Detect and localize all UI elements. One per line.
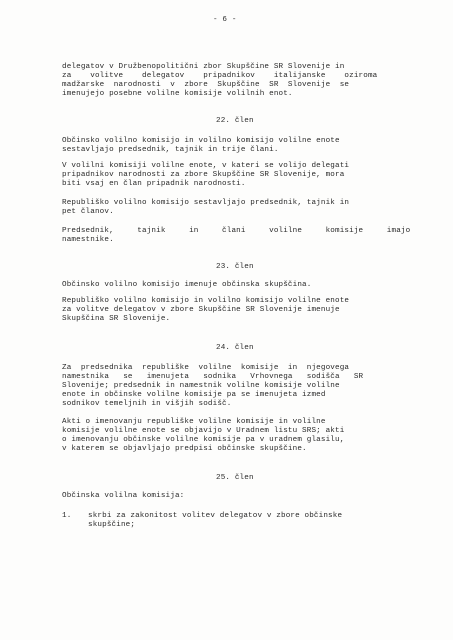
- art24-p1-line-2: namestnika se imenujeta sodnika Vrhovnega sodišča SR: [62, 373, 364, 381]
- art25-lead: Občinska volilna komisija:: [62, 492, 185, 500]
- art24-p1-line-4: enote in občinske volilne komisije pa se imenujeta izmed: [62, 391, 326, 399]
- article-22-heading: 22. člen: [216, 117, 254, 125]
- art22-p2-line-3: biti vsaj en član pripadnik narodnosti.: [62, 180, 246, 188]
- art25-item-1-number: 1.: [62, 512, 72, 520]
- art24-p2-line-4: v katerem se objavljajo predpisi občinske skupščine.: [62, 445, 307, 453]
- art22-p2-line-1: V volilni komisiji volilne enote, v kateri se volijo delegati: [62, 162, 350, 170]
- intro-line-1: delegatov v Družbenopolitični zbor Skupščine SR Slovenije in: [62, 63, 345, 71]
- art23-p2-line-2: za volitve delegatov v zbore Skupščine SR Slovenije imenuje: [62, 306, 340, 314]
- art22-p1-line-2: sestavljajo predsednik, tajnik in trije člani.: [62, 146, 279, 154]
- art25-item-1-line-1: skrbi za zakonitost volitev delegatov v zbore občinske: [88, 512, 343, 520]
- art22-p2-line-2: pripadnikov narodnosti za zbore Skupščine SR Slovenije, mora: [62, 171, 345, 179]
- intro-line-3: madžarske narodnosti v zbore Skupščine SR Slovenije se: [62, 81, 350, 89]
- art22-p3-line-2: pet članov.: [62, 208, 114, 216]
- art24-p1-line-3: Slovenije; predsednik in namestnik volilne komisije volilne: [62, 382, 340, 390]
- art25-item-1-line-2: skupščine;: [88, 521, 136, 529]
- page-number: - 6 -: [213, 16, 237, 24]
- art23-p1-line-1: Občinsko volilno komisijo imenuje občinska skupščina.: [62, 281, 312, 289]
- art22-p4-line-1: Predsednik, tajnik in člani volilne komisije imajo: [62, 227, 411, 235]
- intro-line-2: za volitve delegatov pripadnikov italijanske oziroma: [62, 72, 378, 80]
- article-24-heading: 24. člen: [216, 344, 254, 352]
- art24-p2-line-2: komisije volilne enote se objavijo v Uradnem listu SRS; akti: [62, 427, 345, 435]
- art23-p2-line-3: Skupščina SR Slovenije.: [62, 315, 171, 323]
- art23-p2-line-1: Republiško volilno komisijo in volilno komisijo volilne enote: [62, 297, 350, 305]
- art24-p1-line-5: sodnikov temeljnih in višjih sodišč.: [62, 400, 232, 408]
- art24-p2-line-1: Akti o imenovanju republiške volilne komisije in volilne: [62, 418, 326, 426]
- art24-p2-line-3: o imenovanju občinske volilne komisije pa v uradnem glasilu,: [62, 436, 345, 444]
- art22-p3-line-1: Republiško volilno komisijo sestavljajo predsednik, tajnik in: [62, 199, 350, 207]
- article-25-heading: 25. člen: [216, 474, 254, 482]
- art22-p4-line-2: namestnike.: [62, 236, 114, 244]
- art24-p1-line-1: Za predsednika republiške volilne komisije in njegovega: [62, 364, 350, 372]
- art22-p1-line-1: Občinsko volilno komisijo in volilno komisijo volilne enote: [62, 137, 340, 145]
- intro-line-4: imenujejo posebne volilne komisije volilnih enot.: [62, 90, 293, 98]
- article-23-heading: 23. člen: [216, 263, 254, 271]
